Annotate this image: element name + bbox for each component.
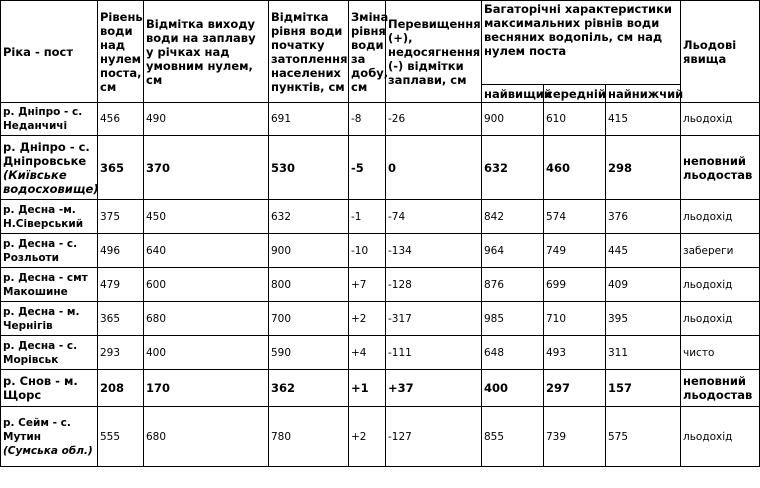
change-cell: -5 <box>349 136 386 200</box>
table-row <box>1 136 760 200</box>
ice-cell: забереги <box>681 234 760 268</box>
level-cell: 365 <box>98 136 144 200</box>
ice-cell: льодохід <box>681 302 760 336</box>
max-cell: 855 <box>482 407 544 467</box>
table-row <box>1 200 760 234</box>
level-cell: 208 <box>98 370 144 407</box>
river-post-name: р. Сейм - с. Мутин <box>3 416 71 443</box>
change-cell: -8 <box>349 103 386 136</box>
ice-cell: чисто <box>681 336 760 370</box>
ice-cell: неповний льодостав <box>681 136 760 200</box>
header-level: Рівень води над нулем поста, см <box>98 1 144 103</box>
header-avg: середній <box>544 85 606 103</box>
excess-cell: -317 <box>386 302 482 336</box>
max-cell: 964 <box>482 234 544 268</box>
settlements-cell: 590 <box>269 336 349 370</box>
river-post-cell <box>1 234 98 268</box>
river-post-name: р. Десна -м. Н.Сіверський <box>3 203 84 230</box>
floodplain-cell: 490 <box>144 103 269 136</box>
min-cell: 575 <box>606 407 681 467</box>
avg-cell: 493 <box>544 336 606 370</box>
river-post-cell <box>1 407 98 467</box>
header-settlements: Відмітка рівня води початку затоплення населених пунктів, см <box>269 1 349 103</box>
floodplain-cell: 680 <box>144 302 269 336</box>
excess-cell: +37 <box>386 370 482 407</box>
river-post-name: р. Десна - смт Макошине <box>3 271 88 298</box>
table-row <box>1 268 760 302</box>
river-post-name: р. Десна - с. Розльоти <box>3 237 78 264</box>
ice-cell: льодохід <box>681 103 760 136</box>
settlements-cell: 530 <box>269 136 349 200</box>
max-cell: 876 <box>482 268 544 302</box>
change-cell: +4 <box>349 336 386 370</box>
min-cell: 376 <box>606 200 681 234</box>
avg-cell: 749 <box>544 234 606 268</box>
level-cell: 375 <box>98 200 144 234</box>
avg-cell: 297 <box>544 370 606 407</box>
avg-cell: 460 <box>544 136 606 200</box>
river-post-note: (Київське водосховище) <box>3 167 99 196</box>
avg-cell: 574 <box>544 200 606 234</box>
excess-cell: -74 <box>386 200 482 234</box>
max-cell: 985 <box>482 302 544 336</box>
change-cell: +1 <box>349 370 386 407</box>
river-post-cell <box>1 200 98 234</box>
settlements-cell: 700 <box>269 302 349 336</box>
header-river: Ріка - пост <box>1 1 98 103</box>
header-excess: Перевищення (+), недосягнення (-) відмітки заплави, см <box>386 1 482 103</box>
level-cell: 555 <box>98 407 144 467</box>
settlements-cell: 691 <box>269 103 349 136</box>
change-cell: +7 <box>349 268 386 302</box>
settlements-cell: 900 <box>269 234 349 268</box>
avg-cell: 739 <box>544 407 606 467</box>
min-cell: 298 <box>606 136 681 200</box>
river-post-name: р. Снов - м. Щорс <box>3 374 78 402</box>
header-ice: Льодові явища <box>681 1 760 103</box>
settlements-cell: 780 <box>269 407 349 467</box>
river-post-cell <box>1 370 98 407</box>
river-post-cell <box>1 268 98 302</box>
river-post-cell <box>1 103 98 136</box>
excess-cell: -26 <box>386 103 482 136</box>
min-cell: 409 <box>606 268 681 302</box>
header-floodplain: Відмітка виходу води на заплаву у річках над умовним нулем, см <box>144 1 269 103</box>
level-cell: 479 <box>98 268 144 302</box>
excess-cell: 0 <box>386 136 482 200</box>
table-row <box>1 302 760 336</box>
river-post-cell <box>1 336 98 370</box>
floodplain-cell: 370 <box>144 136 269 200</box>
floodplain-cell: 600 <box>144 268 269 302</box>
river-post-name: р. Дніпро - с. Неданчичі <box>3 106 83 132</box>
max-cell: 648 <box>482 336 544 370</box>
min-cell: 395 <box>606 302 681 336</box>
table-row <box>1 234 760 268</box>
header-multiyear: Багаторічні характеристики максимальних рівнів води весняних водопіль, см над нулем поста <box>482 1 681 85</box>
change-cell: -10 <box>349 234 386 268</box>
excess-cell: -128 <box>386 268 482 302</box>
river-post-name: р. Десна - с. Морівськ <box>3 339 78 366</box>
min-cell: 415 <box>606 103 681 136</box>
ice-cell: неповний льодостав <box>681 370 760 407</box>
header-change: Зміна рівня води за добу, см <box>349 1 386 103</box>
max-cell: 842 <box>482 200 544 234</box>
table-row <box>1 336 760 370</box>
ice-cell: льодохід <box>681 407 760 467</box>
settlements-cell: 632 <box>269 200 349 234</box>
header-min: найнижчий <box>606 85 681 103</box>
river-post-name: р. Дніпро - с. Дніпровське <box>3 139 90 168</box>
table-body <box>1 103 760 467</box>
max-cell: 900 <box>482 103 544 136</box>
river-post-cell <box>1 136 98 200</box>
floodplain-cell: 170 <box>144 370 269 407</box>
change-cell: -1 <box>349 200 386 234</box>
river-post-name: р. Десна - м. Чернігів <box>3 305 80 332</box>
level-cell: 496 <box>98 234 144 268</box>
floodplain-cell: 640 <box>144 234 269 268</box>
river-post-cell <box>1 302 98 336</box>
min-cell: 157 <box>606 370 681 407</box>
settlements-cell: 800 <box>269 268 349 302</box>
change-cell: +2 <box>349 407 386 467</box>
level-cell: 365 <box>98 302 144 336</box>
excess-cell: -134 <box>386 234 482 268</box>
avg-cell: 710 <box>544 302 606 336</box>
ice-cell: льодохід <box>681 268 760 302</box>
table-row <box>1 103 760 136</box>
excess-cell: -127 <box>386 407 482 467</box>
floodplain-cell: 680 <box>144 407 269 467</box>
min-cell: 445 <box>606 234 681 268</box>
settlements-cell: 362 <box>269 370 349 407</box>
floodplain-cell: 450 <box>144 200 269 234</box>
floodplain-cell: 400 <box>144 336 269 370</box>
excess-cell: -111 <box>386 336 482 370</box>
level-cell: 456 <box>98 103 144 136</box>
table-row <box>1 370 760 407</box>
level-cell: 293 <box>98 336 144 370</box>
ice-cell: льодохід <box>681 200 760 234</box>
min-cell: 311 <box>606 336 681 370</box>
header-max: найвищий <box>482 85 544 103</box>
river-post-note: (Сумська обл.) <box>3 444 93 457</box>
max-cell: 400 <box>482 370 544 407</box>
table-row <box>1 407 760 467</box>
avg-cell: 699 <box>544 268 606 302</box>
max-cell: 632 <box>482 136 544 200</box>
change-cell: +2 <box>349 302 386 336</box>
avg-cell: 610 <box>544 103 606 136</box>
